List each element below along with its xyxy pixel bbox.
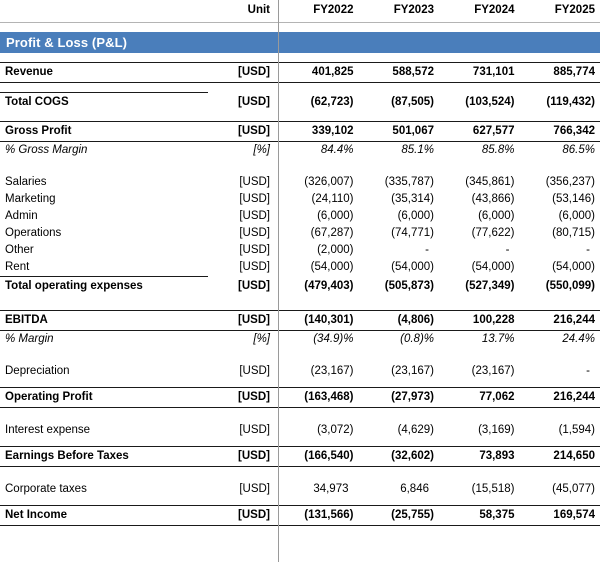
section-band-c3 xyxy=(439,32,520,53)
value-fy2023: (35,314) xyxy=(391,192,434,205)
table-row-corporate-taxes xyxy=(0,481,600,498)
value-fy2024: 731,101 xyxy=(439,63,520,83)
value-fy2025: (1,594) xyxy=(558,423,595,436)
value-fy2024: (6,000) xyxy=(478,209,515,222)
table-row-revenue xyxy=(0,63,600,83)
row-unit: [USD] xyxy=(239,243,270,256)
spacer-row xyxy=(0,349,600,358)
table-row-total-operating-expenses xyxy=(0,277,600,297)
row-label: Revenue xyxy=(0,63,208,83)
header-fy2025: FY2025 xyxy=(520,0,600,23)
table-row-salaries xyxy=(0,174,600,191)
row-unit: [USD] xyxy=(238,279,270,292)
spacer-row xyxy=(0,160,600,169)
table-row-other xyxy=(0,242,600,259)
row-unit: [%] xyxy=(253,333,270,346)
value-fy2024: (43,866) xyxy=(471,192,515,205)
spacer-row xyxy=(0,467,600,477)
value-fy2024: 13.7% xyxy=(481,333,515,346)
value-fy2023: (6,000) xyxy=(397,209,434,222)
row-label: Operations xyxy=(5,226,62,239)
value-fy2024: - xyxy=(505,243,510,256)
value-fy2022: (2,000) xyxy=(317,243,354,256)
row-unit: [USD] xyxy=(239,482,270,495)
value-fy2025: 216,244 xyxy=(520,388,600,408)
table-row-net-income xyxy=(0,506,600,526)
value-fy2023: (23,167) xyxy=(391,364,434,377)
value-fy2023: 501,067 xyxy=(359,122,440,142)
value-fy2023: 85.1% xyxy=(401,144,434,157)
value-fy2024: 73,893 xyxy=(439,447,520,467)
row-unit: [USD] xyxy=(238,95,270,108)
value-fy2025: 24.4% xyxy=(562,333,595,346)
value-fy2025: (54,000) xyxy=(552,261,595,273)
table-row-rent xyxy=(0,259,600,277)
section-band-unit xyxy=(208,32,278,53)
table-row-operations xyxy=(0,225,600,242)
value-fy2023: (335,787) xyxy=(384,175,434,188)
spacer-row xyxy=(0,296,600,305)
value-fy2025: 86.5% xyxy=(562,144,595,157)
value-fy2022: (34.9)% xyxy=(313,333,354,346)
table-row-ebitda-margin xyxy=(0,331,600,350)
value-fy2022: (3,072) xyxy=(317,423,354,436)
spacer-row xyxy=(0,498,600,506)
table-row-ebitda xyxy=(0,311,600,331)
value-fy2022: (326,007) xyxy=(304,175,354,188)
spacer-row xyxy=(0,23,600,33)
value-fy2025: 216,244 xyxy=(520,311,600,331)
row-unit: [USD] xyxy=(208,447,278,467)
value-fy2024: (77,622) xyxy=(471,226,515,239)
row-label: Admin xyxy=(5,209,38,222)
row-unit: [USD] xyxy=(239,226,270,239)
row-unit: [USD] xyxy=(239,192,270,205)
row-label: Total operating expenses xyxy=(0,277,208,297)
table-row-gross-margin xyxy=(0,142,600,161)
table-header-row xyxy=(0,0,600,23)
table-row-earnings-before-taxes xyxy=(0,447,600,467)
value-fy2022: (166,540) xyxy=(278,447,359,467)
value-fy2024: (3,169) xyxy=(478,423,515,436)
row-label: % Gross Margin xyxy=(5,144,88,157)
value-fy2023: (4,806) xyxy=(359,311,440,331)
value-fy2024: 58,375 xyxy=(439,506,520,526)
spacer-row xyxy=(0,408,600,418)
row-label: Rent xyxy=(5,260,30,273)
value-fy2025: 766,342 xyxy=(520,122,600,142)
section-band-c1 xyxy=(278,32,359,53)
row-unit: [USD] xyxy=(239,261,270,273)
value-fy2024: (103,524) xyxy=(465,95,515,108)
section-band-pl xyxy=(0,32,600,53)
spacer-row xyxy=(0,53,600,63)
value-fy2022: 339,102 xyxy=(278,122,359,142)
table-row-admin xyxy=(0,208,600,225)
row-label: EBITDA xyxy=(0,311,208,331)
value-fy2025: (45,077) xyxy=(552,482,595,495)
header-unit: Unit xyxy=(208,0,278,23)
row-unit: [USD] xyxy=(239,175,270,188)
section-title: Profit & Loss (P&L) xyxy=(0,32,208,53)
value-fy2022: (131,566) xyxy=(278,506,359,526)
value-fy2025: 214,650 xyxy=(520,447,600,467)
row-label: % Margin xyxy=(5,333,54,346)
spacer-row xyxy=(0,439,600,447)
section-band-c4 xyxy=(520,32,600,53)
value-fy2022: 84.4% xyxy=(320,144,354,157)
value-fy2025: - xyxy=(586,243,590,256)
value-fy2023: - xyxy=(425,243,429,256)
value-fy2023: (74,771) xyxy=(391,226,434,239)
value-fy2024: 85.8% xyxy=(481,144,515,157)
row-label: Operating Profit xyxy=(0,388,208,408)
value-fy2024: 100,228 xyxy=(439,311,520,331)
row-label: Interest expense xyxy=(5,423,91,436)
row-label: Earnings Before Taxes xyxy=(0,447,208,467)
table-row-gross-profit xyxy=(0,122,600,142)
row-unit: [USD] xyxy=(208,388,278,408)
value-fy2024: (345,861) xyxy=(465,175,515,188)
row-label: Gross Profit xyxy=(0,122,208,142)
row-unit: [USD] xyxy=(239,364,270,377)
row-label: Net Income xyxy=(0,506,208,526)
value-fy2025: 169,574 xyxy=(520,506,600,526)
value-fy2023: (4,629) xyxy=(397,423,434,436)
value-fy2025: (550,099) xyxy=(545,279,595,292)
header-label-blank xyxy=(0,0,208,23)
value-fy2023: (27,973) xyxy=(359,388,440,408)
value-fy2022: 401,825 xyxy=(278,63,359,83)
value-fy2022: (140,301) xyxy=(278,311,359,331)
row-label: Marketing xyxy=(5,192,56,205)
value-fy2025: (119,432) xyxy=(546,95,595,108)
row-unit: [USD] xyxy=(208,506,278,526)
row-unit: [USD] xyxy=(239,209,270,222)
header-fy2023: FY2023 xyxy=(359,0,440,23)
value-fy2024: (15,518) xyxy=(471,482,515,495)
value-fy2023: 588,572 xyxy=(359,63,440,83)
value-fy2023: (32,602) xyxy=(359,447,440,467)
header-fy2024: FY2024 xyxy=(439,0,520,23)
value-fy2025: (356,237) xyxy=(545,175,595,188)
spacer-row xyxy=(0,380,600,388)
row-label: Salaries xyxy=(5,175,47,188)
table-row-depreciation xyxy=(0,363,600,380)
value-fy2023: 6,846 xyxy=(400,482,429,495)
value-fy2022: (6,000) xyxy=(317,209,354,222)
row-label: Other xyxy=(5,243,34,256)
value-fy2023: (54,000) xyxy=(391,261,434,273)
value-fy2022: (23,167) xyxy=(310,364,354,377)
row-label: Total COGS xyxy=(0,93,208,113)
value-fy2022: (67,287) xyxy=(310,226,354,239)
value-fy2024: (527,349) xyxy=(465,279,515,292)
value-fy2024: 627,577 xyxy=(439,122,520,142)
table-row-marketing xyxy=(0,191,600,208)
row-unit: [USD] xyxy=(208,63,278,83)
value-fy2022: 34,973 xyxy=(313,482,349,495)
header-fy2022: FY2022 xyxy=(278,0,359,23)
row-unit: [USD] xyxy=(208,311,278,331)
value-fy2022: (163,468) xyxy=(278,388,359,408)
table-row-operating-profit xyxy=(0,388,600,408)
value-fy2023: (87,505) xyxy=(391,95,434,108)
value-fy2022: (24,110) xyxy=(311,192,354,205)
value-fy2025: 885,774 xyxy=(520,63,600,83)
value-fy2023: (25,755) xyxy=(359,506,440,526)
row-unit: [USD] xyxy=(239,423,270,436)
table-row-total-cogs xyxy=(0,93,600,113)
value-fy2024: (54,000) xyxy=(471,261,515,273)
value-fy2023: (505,873) xyxy=(384,279,434,292)
spacer-row xyxy=(0,83,600,93)
table-row-interest-expense xyxy=(0,422,600,439)
row-unit: [USD] xyxy=(208,122,278,142)
value-fy2024: (23,167) xyxy=(471,364,515,377)
spacer-row xyxy=(0,112,600,122)
value-fy2025: - xyxy=(586,364,590,377)
value-fy2025: (53,146) xyxy=(552,192,595,205)
value-fy2023: (0.8)% xyxy=(400,333,434,346)
row-unit: [%] xyxy=(253,144,270,157)
value-fy2024: 77,062 xyxy=(439,388,520,408)
value-fy2025: (80,715) xyxy=(552,226,595,239)
value-fy2022: (54,000) xyxy=(310,261,354,273)
value-fy2022: (62,723) xyxy=(310,95,354,108)
row-label: Corporate taxes xyxy=(5,482,87,495)
section-band-c2 xyxy=(359,32,440,53)
row-label: Depreciation xyxy=(5,364,70,377)
value-fy2022: (479,403) xyxy=(304,279,354,292)
value-fy2025: (6,000) xyxy=(558,209,595,222)
